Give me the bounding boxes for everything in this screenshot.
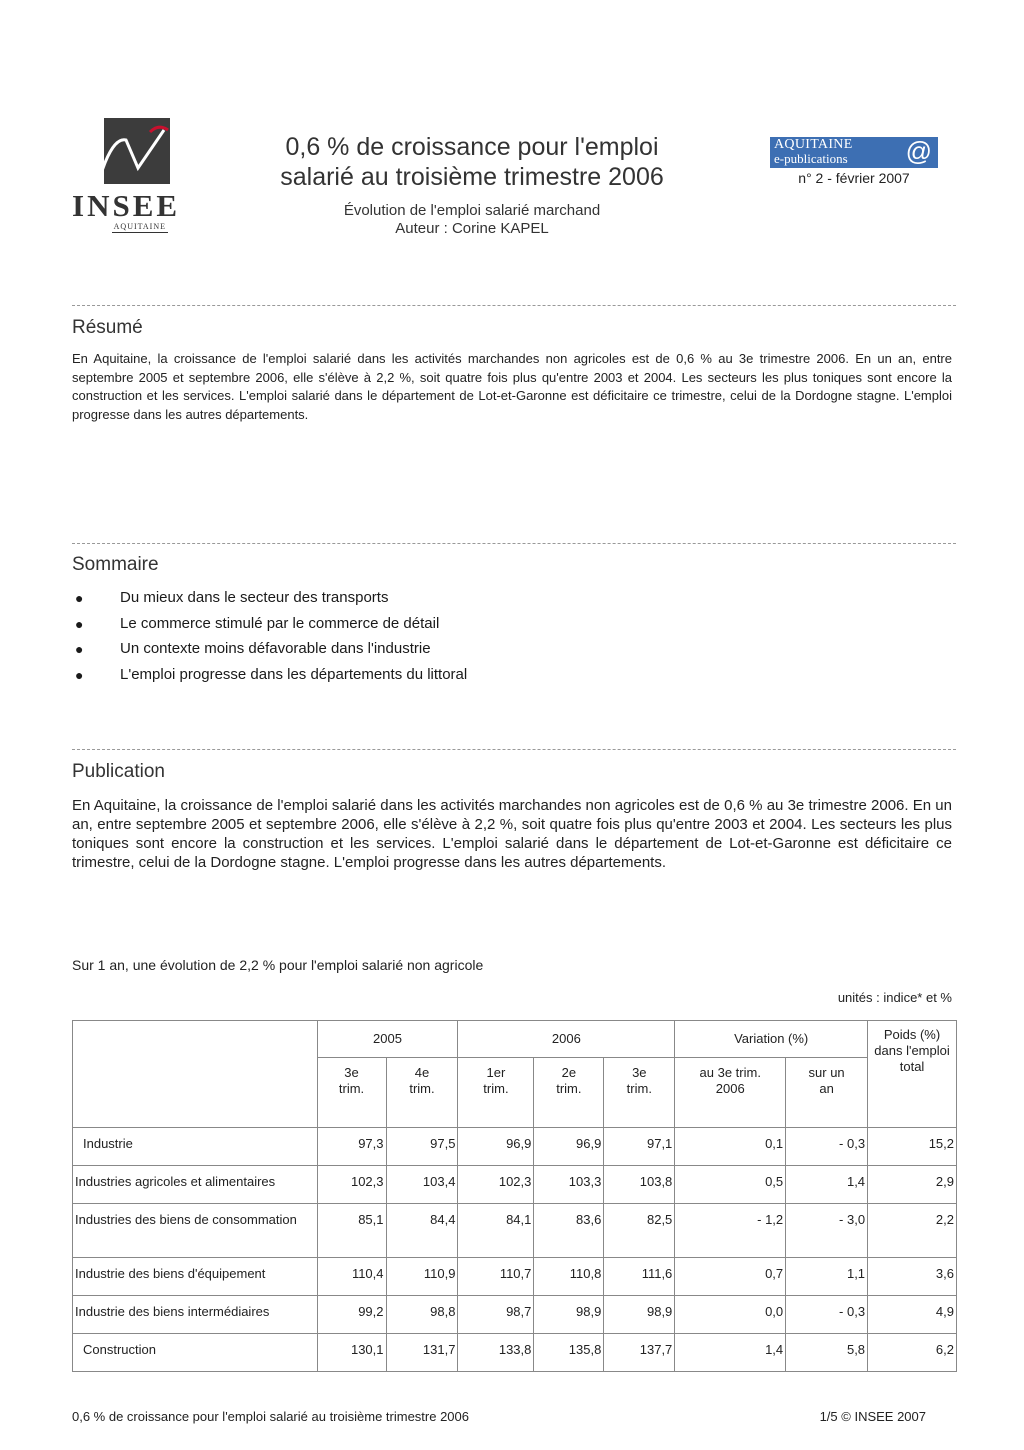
- cell: 98,8: [386, 1296, 458, 1334]
- cell: 97,3: [317, 1128, 386, 1166]
- cell: 103,4: [386, 1166, 458, 1204]
- cell: 85,1: [317, 1204, 386, 1258]
- cell: 6,2: [868, 1334, 957, 1372]
- table-row: [73, 1204, 957, 1258]
- cell: 97,1: [604, 1128, 675, 1166]
- cell: 3,6: [868, 1258, 957, 1296]
- variation-header: Variation (%): [675, 1021, 868, 1058]
- section-divider: [72, 305, 956, 306]
- section-divider: [72, 749, 956, 750]
- sommaire-item-label[interactable]: Le commerce stimulé par le commerce de détail: [120, 614, 440, 632]
- badge-line1: AQUITAINE: [774, 137, 853, 152]
- cell: 102,3: [317, 1166, 386, 1204]
- resume-text: En Aquitaine, la croissance de l'emploi salarié dans les activités marchandes non agricoles est de 0,6 % au 3e trimestre 2006. En un an, entre septembre 2005 et septembre 2006, elle s'élève à 2,2 %, soit quatre fois plus qu'entre 2003 et 2004. Les secteurs les plus toniques sont encore la construction et les services. L'emploi salarié dans le département de Lot-et-Garonne est déficitaire ce trimestre, celui de la Dordogne stagne. L'emploi progresse dans les autres départements.: [72, 351, 952, 422]
- insee-logo: [72, 118, 181, 236]
- badge-line2: e-publications: [774, 151, 848, 166]
- sub-header: 3e trim.: [317, 1058, 386, 1128]
- cell: 2,9: [868, 1166, 957, 1204]
- cell: 96,9: [458, 1128, 534, 1166]
- cell: 15,2: [868, 1128, 957, 1166]
- cell: 133,8: [458, 1334, 534, 1372]
- table-row: [73, 1334, 957, 1372]
- cell: 111,6: [604, 1258, 675, 1296]
- row-label: Industries agricoles et alimentaires: [73, 1166, 318, 1204]
- row-label: Industrie des biens intermédiaires: [73, 1296, 318, 1334]
- cell: 135,8: [534, 1334, 604, 1372]
- cell: 4,9: [868, 1296, 957, 1334]
- cell: 84,1: [458, 1204, 534, 1258]
- logo-region: AQUITAINE: [113, 222, 166, 231]
- cell: - 0,3: [786, 1296, 868, 1334]
- cell: 137,7: [604, 1334, 675, 1372]
- epublications-badge: [770, 137, 938, 168]
- sub-header: sur un an: [786, 1058, 868, 1128]
- cell: - 0,3: [786, 1128, 868, 1166]
- footer-title: 0,6 % de croissance pour l'emploi salarié au troisième trimestre 2006: [72, 1409, 470, 1424]
- title-line: salarié au troisième trimestre 2006: [280, 163, 664, 191]
- sub-header: 3e trim.: [604, 1058, 675, 1128]
- table-row: [73, 1296, 957, 1334]
- page-title: [212, 132, 732, 192]
- bullet-icon: ●: [75, 641, 84, 657]
- cell: 98,9: [604, 1296, 675, 1334]
- cell: 96,9: [534, 1128, 604, 1166]
- cell: 131,7: [386, 1334, 458, 1372]
- year-header: 2006: [458, 1021, 675, 1058]
- table-row: [73, 1128, 957, 1166]
- employment-table: [72, 1020, 957, 1372]
- section-divider: [72, 543, 956, 544]
- bullet-icon: ●: [75, 590, 84, 606]
- page-subtitle: [212, 202, 732, 238]
- publication-text: En Aquitaine, la croissance de l'emploi salarié dans les activités marchandes non agricoles est de 0,6 % au 3e trimestre 2006. En un an, entre septembre 2005 et septembre 2006, elle s'élève à 2,2 %, soit quatre fois plus qu'entre 2003 et 2004. Les secteurs les plus toniques sont encore la construction et les services. L'emploi salarié dans le département de Lot-et-Garonne est déficitaire ce trimestre, celui de la Dordogne stagne. L'emploi progresse dans les autres départements.: [72, 797, 952, 871]
- sub-header: 2e trim.: [534, 1058, 604, 1128]
- cell: 0,1: [675, 1128, 786, 1166]
- footer-page: 1/5 © INSEE 2007: [819, 1409, 926, 1424]
- cell: 102,3: [458, 1166, 534, 1204]
- insee-logo-mark-icon: [104, 118, 170, 184]
- cell: 1,4: [675, 1334, 786, 1372]
- cell: 103,8: [604, 1166, 675, 1204]
- sub-header: 4e trim.: [386, 1058, 458, 1128]
- cell: 82,5: [604, 1204, 675, 1258]
- table-caption: Sur 1 an, une évolution de 2,2 % pour l'emploi salarié non agricole: [72, 957, 484, 973]
- cell: 98,9: [534, 1296, 604, 1334]
- cell: 0,7: [675, 1258, 786, 1296]
- cell: 2,2: [868, 1204, 957, 1258]
- cell: 99,2: [317, 1296, 386, 1334]
- table-header-row: [73, 1021, 957, 1058]
- title-line: 0,6 % de croissance pour l'emploi: [285, 133, 659, 161]
- year-header: 2005: [317, 1021, 458, 1058]
- bullet-icon: ●: [75, 615, 84, 632]
- cell: 0,0: [675, 1296, 786, 1334]
- cell: 110,4: [317, 1258, 386, 1296]
- table-row: [73, 1166, 957, 1204]
- cell: 110,9: [386, 1258, 458, 1296]
- at-icon: @: [905, 136, 932, 166]
- cell: 5,8: [786, 1334, 868, 1372]
- cell: 110,8: [534, 1258, 604, 1296]
- sub-header: au 3e trim. 2006: [675, 1058, 786, 1128]
- cell: 84,4: [386, 1204, 458, 1258]
- resume-heading: Résumé: [72, 317, 143, 338]
- cell: 98,7: [458, 1296, 534, 1334]
- cell: 83,6: [534, 1204, 604, 1258]
- table-units: unités : indice* et %: [837, 990, 952, 1005]
- sommaire-item-label[interactable]: Un contexte moins défavorable dans l'industrie: [120, 640, 431, 657]
- issue-number: n° 2 - février 2007: [798, 170, 910, 186]
- sommaire-item-label[interactable]: L'emploi progresse dans les départements du littoral: [120, 665, 468, 683]
- cell: 0,5: [675, 1166, 786, 1204]
- subtitle-text: Évolution de l'emploi salarié marchand: [343, 202, 601, 219]
- cell: 130,1: [317, 1334, 386, 1372]
- row-label: Industrie des biens d'équipement: [73, 1258, 318, 1296]
- publication-heading: Publication: [72, 761, 165, 782]
- cell: 1,1: [786, 1258, 868, 1296]
- cell: 97,5: [386, 1128, 458, 1166]
- sub-header: 1er trim.: [458, 1058, 534, 1128]
- logo-wordmark: INSEE: [72, 188, 181, 223]
- cell: 103,3: [534, 1166, 604, 1204]
- bullet-icon: ●: [75, 666, 84, 683]
- cell: 1,4: [786, 1166, 868, 1204]
- weight-header: Poids (%) dans l'emploi total: [868, 1021, 957, 1128]
- sommaire-item-label[interactable]: Du mieux dans le secteur des transports: [120, 589, 389, 606]
- row-label: Construction: [73, 1334, 318, 1372]
- corner-cell: [73, 1021, 318, 1128]
- table-row: [73, 1258, 957, 1296]
- cell: 110,7: [458, 1258, 534, 1296]
- cell: - 1,2: [675, 1204, 786, 1258]
- cell: - 3,0: [786, 1204, 868, 1258]
- sommaire-heading: Sommaire: [72, 554, 159, 575]
- author-text: Auteur : Corine KAPEL: [395, 220, 549, 237]
- row-label: Industrie: [73, 1128, 318, 1166]
- row-label: Industries des biens de consommation: [73, 1204, 318, 1258]
